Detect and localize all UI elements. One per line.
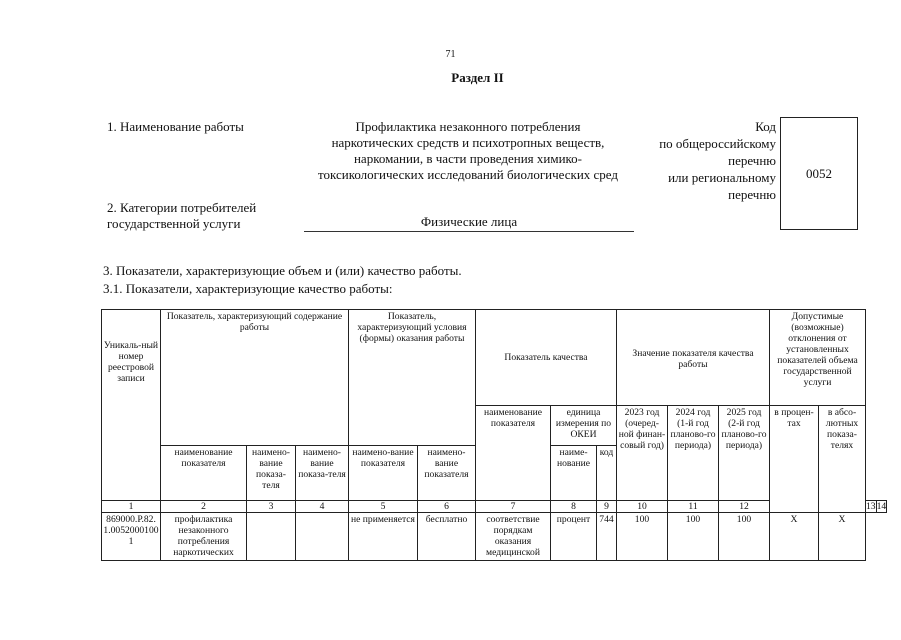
header-unit-code: код (597, 446, 617, 501)
row-unique-number: 869000.Р.82.1.00520001001 (102, 513, 161, 561)
column-number: 13 (866, 501, 876, 512)
work-name-value (300, 119, 636, 183)
table-row (102, 513, 887, 561)
code-box (780, 117, 858, 230)
header-year-2025: 2025 год (2-й год планово-го периода) (719, 406, 770, 501)
column-number: 7 (476, 501, 551, 513)
row-condition-2: бесплатно (418, 513, 476, 561)
column-number: 6 (418, 501, 476, 513)
column-number: 4 (296, 501, 349, 513)
column-number: 14 (876, 501, 887, 512)
work-name-line: наркотических средств и психотропных веществ, (331, 135, 605, 150)
header-content-name-1: наименование показателя (161, 446, 247, 501)
header-content-indicator: Показатель, характеризующий содержание работы (161, 310, 349, 446)
column-number: 12 (719, 501, 770, 513)
row-unit-name: процент (551, 513, 597, 561)
row-unit-code: 744 (597, 513, 617, 561)
header-allowed-deviation: Допустимые (возможные) отклонения от установленных показателей объема государственной услуги (770, 310, 866, 406)
header-unit-okei: единица измерения по ОКЕИ (551, 406, 617, 446)
header-condition-name-1: наимено-вание показателя (349, 446, 418, 501)
quality-indicators-table (101, 309, 887, 561)
code-label (630, 118, 776, 203)
quality-heading: 3.1. Показатели, характеризующие качество работы: (103, 281, 393, 296)
column-numbers-row (102, 501, 887, 513)
header-year-2023: 2023 год (очеред-ной финан-совый год) (617, 406, 668, 501)
header-year-2024: 2024 год (1-й год планово-го периода) (668, 406, 719, 501)
header-unit-name: наиме-нование (551, 446, 597, 501)
header-deviation-absolute: в абсо-лютных показа-телях (819, 406, 866, 513)
header-quality-name: наименование показателя (476, 406, 551, 501)
column-number: 8 (551, 501, 597, 513)
header-deviation-percent: в процен-тах (770, 406, 819, 513)
consumers-label-line: государственной услуги (107, 216, 241, 231)
column-number: 3 (247, 501, 296, 513)
work-name-label: 1. Наименование работы (107, 119, 244, 134)
header-content-name-2: наимено-вание показа-теля (247, 446, 296, 501)
column-number: 9 (597, 501, 617, 513)
row-value-2023: 100 (617, 513, 668, 561)
header-unique-number: Уникаль-ный номер реестровой записи (102, 310, 161, 501)
header-content-name-3: наимено-вание показа-теля (296, 446, 349, 501)
section-title: Раздел II (451, 70, 504, 85)
column-number: 10 (617, 501, 668, 513)
consumers-value: Физические лица (304, 214, 634, 232)
code-label-line: перечню (728, 153, 776, 168)
code-value: 0052 (806, 165, 832, 181)
row-condition-1: не применяется (349, 513, 418, 561)
row-content: профилактика незаконного потребления наркотических (161, 513, 247, 561)
header-conditions-indicator: Показатель, характеризующий условия (формы) оказания работы (349, 310, 476, 446)
row-deviation-percent: X (770, 513, 819, 561)
column-number: 11 (668, 501, 719, 513)
row-content-3 (296, 513, 349, 561)
row-quality-name: соответствие порядкам оказания медицинской (476, 513, 551, 561)
header-condition-name-2: наимено-вание показателя (418, 446, 476, 501)
code-label-line: перечню (728, 187, 776, 202)
row-value-2024: 100 (668, 513, 719, 561)
work-name-line: токсикологических исследований биологических сред (317, 167, 619, 182)
code-label-line: или региональному (668, 170, 776, 185)
column-number: 2 (161, 501, 247, 513)
header-quality-value: Значение показателя качества работы (617, 310, 770, 406)
row-deviation-absolute: X (819, 513, 866, 561)
work-name-line: Профилактика незаконного потребления (355, 119, 581, 134)
code-label-line: по общероссийскому (659, 136, 776, 151)
page-number: 71 (445, 49, 456, 60)
row-value-2025: 100 (719, 513, 770, 561)
indicators-heading: 3. Показатели, характеризующие объем и (или) качество работы. (103, 263, 462, 278)
header-quality-indicator: Показатель качества (476, 310, 617, 406)
consumers-label (107, 200, 256, 232)
code-label-line: Код (755, 119, 776, 134)
column-number: 1 (102, 501, 161, 513)
consumers-label-line: 2. Категории потребителей (107, 200, 257, 215)
row-content-2 (247, 513, 296, 561)
work-name-line: наркомании, в части проведения химико- (353, 151, 583, 166)
column-number: 5 (349, 501, 418, 513)
